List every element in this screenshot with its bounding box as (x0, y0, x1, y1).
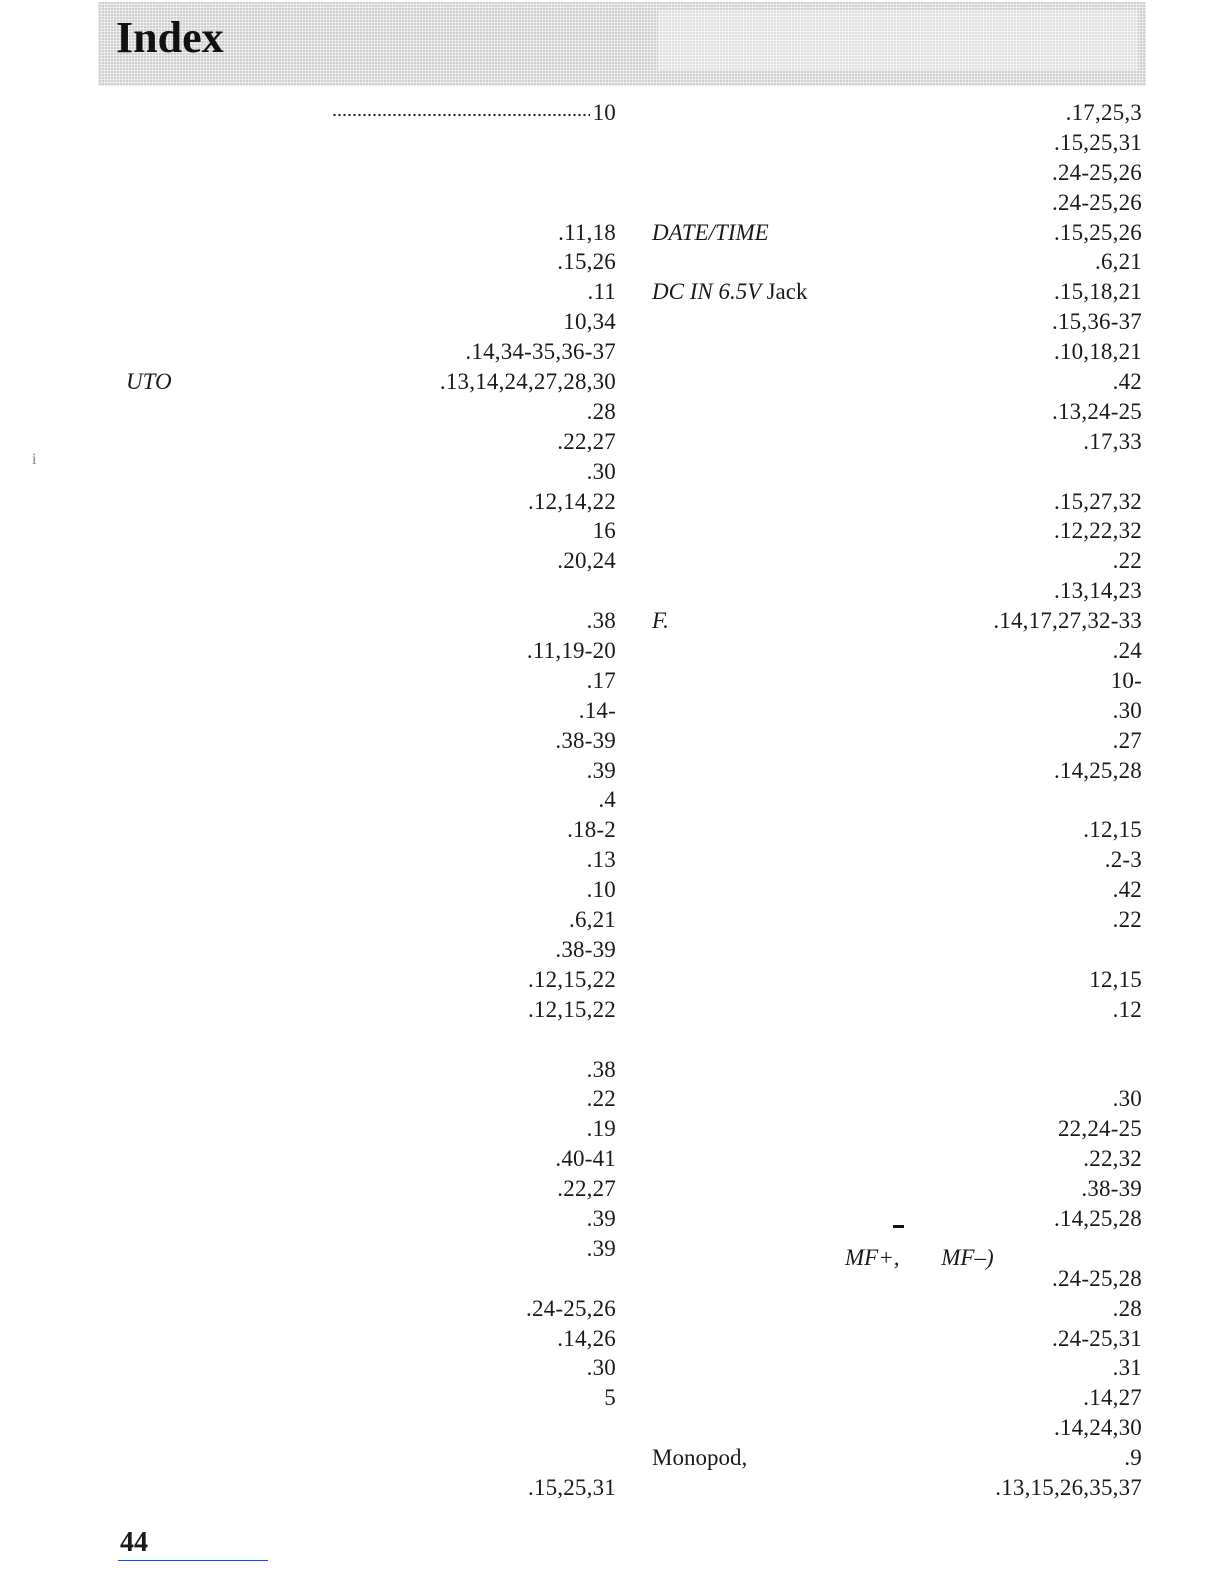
index-entry (606, 1025, 1146, 1055)
index-entry (606, 815, 1146, 845)
index-entry-pages: .15,25,26 (1053, 219, 1142, 245)
index-entry (80, 337, 620, 367)
index-entry-pages: .31 (1112, 1355, 1142, 1381)
page-number: 44 (120, 1527, 148, 1558)
index-entry-label: DATE/TIME (652, 219, 769, 245)
index-entry-pages: .14,34-35,36-37 (465, 339, 616, 365)
index-entry (80, 1234, 620, 1264)
index-entry-pages: .42 (1112, 877, 1142, 903)
dash-mark (893, 1225, 904, 1228)
index-entry-label: Monopod, (652, 1445, 748, 1471)
index-entry-pages: .15,27,32 (1053, 488, 1142, 514)
index-entry (80, 576, 620, 606)
index-entry-pages: .14,17,27,32-33 (993, 608, 1142, 634)
index-entry (80, 726, 620, 756)
index-entry (606, 367, 1146, 397)
index-entry-pages: 5 (604, 1385, 616, 1411)
index-entry (80, 1353, 620, 1383)
index-column-right (606, 98, 1146, 1503)
index-entry-pages: .6,21 (1095, 249, 1142, 275)
index-entry-pages: .11 (587, 279, 616, 305)
index-entry (80, 636, 620, 666)
index-entry-pages: .14,25,28 (1053, 1205, 1142, 1231)
index-entry (80, 606, 620, 636)
index-entry (606, 1324, 1146, 1354)
index-entry-pages: .17,33 (1083, 428, 1142, 454)
index-entry (80, 487, 620, 517)
index-entry-pages: .22 (586, 1086, 616, 1112)
index-entry-pages: .17 (586, 667, 616, 693)
index-entry-pages: .12,14,22 (527, 488, 616, 514)
index-entry-pages: .13,14,24,27,28,30 (439, 369, 616, 395)
index-entry-pages: .42 (1112, 369, 1142, 395)
index-entry (80, 98, 620, 128)
index-entry-pages: 12,15 (1089, 966, 1142, 992)
index-entry-pages: .13,15,26,35,37 (995, 1474, 1142, 1500)
index-entry-pages: .9 (1124, 1445, 1142, 1471)
index-entry (80, 1114, 620, 1144)
index-entry-pages: .38-39 (555, 936, 616, 962)
index-entry-pages: .30 (586, 458, 616, 484)
index-entry (606, 158, 1146, 188)
index-entry-pages: .14,25,28 (1053, 757, 1142, 783)
inline-note: MF+, MF–) (845, 1245, 994, 1270)
index-entry (80, 397, 620, 427)
index-entry-pages: 10 (592, 100, 616, 125)
index-entry (80, 218, 620, 248)
index-entry-pages: .38 (586, 1056, 616, 1082)
index-entry (606, 98, 1146, 128)
index-entry (80, 1324, 620, 1354)
index-entry-pages: .10 (586, 877, 616, 903)
index-entry-pages: .30 (586, 1355, 616, 1381)
page-title: Index (116, 13, 224, 62)
index-entry (606, 845, 1146, 875)
index-entry-pages: .28 (1112, 1295, 1142, 1321)
index-entry (80, 875, 620, 905)
index-entry (606, 965, 1146, 995)
index-entry-pages: .30 (1112, 1086, 1142, 1112)
index-entry (606, 1443, 1146, 1473)
index-entry (606, 427, 1146, 457)
index-entry-pages: .39 (586, 1235, 616, 1261)
index-entry-pages: .20,24 (557, 548, 616, 574)
index-entry-pages: .22,27 (557, 1176, 616, 1202)
index-entry (606, 337, 1146, 367)
index-entry-pages: .12,15 (1083, 817, 1142, 843)
index-entry-pages: .22,32 (1083, 1146, 1142, 1172)
index-entry-pages: .12,22,32 (1053, 518, 1142, 544)
index-entry (606, 307, 1146, 337)
index-entry (606, 1204, 1146, 1234)
index-entry (606, 606, 1146, 636)
index-entry (80, 1174, 620, 1204)
index-entry-pages: .13 (586, 847, 616, 873)
index-entry (606, 696, 1146, 726)
index-entry-pages: .15,25,31 (527, 1474, 616, 1500)
index-entry (606, 935, 1146, 965)
index-entry (606, 247, 1146, 277)
index-entry-pages: .24-25,26 (1052, 159, 1142, 185)
index-entry (606, 1084, 1146, 1114)
index-entry-pages: .24 (1112, 638, 1142, 664)
index-entry (606, 188, 1146, 218)
index-entry (80, 1294, 620, 1324)
index-entry-pages: .15,18,21 (1053, 279, 1142, 305)
index-entry (606, 397, 1146, 427)
index-entry (606, 1383, 1146, 1413)
index-entry-pages: .38 (586, 608, 616, 634)
index-entry-pages: 22,24-25 (1057, 1116, 1142, 1142)
index-entry (606, 1055, 1146, 1085)
index-entry-pages: .40-41 (555, 1146, 616, 1172)
index-entry-pages: .30 (1112, 697, 1142, 723)
index-entry (80, 965, 620, 995)
index-entry (606, 1353, 1146, 1383)
index-entry-pages: .28 (586, 398, 616, 424)
index-entry-pages: .15,36-37 (1052, 309, 1142, 335)
index-entry (606, 277, 1146, 307)
index-entry (606, 756, 1146, 786)
dot-leader (332, 113, 590, 117)
index-entry-pages: .38-39 (1081, 1176, 1142, 1202)
index-entry-pages: .24-25,26 (526, 1295, 616, 1321)
index-entry-pages: .18-2 (567, 817, 616, 843)
index-entry (80, 367, 620, 397)
index-entry-pages: .13,24-25 (1052, 398, 1142, 424)
index-entry-label: F. (652, 608, 669, 634)
index-entry (80, 1473, 620, 1503)
index-entry (606, 1473, 1146, 1503)
index-entry (80, 1413, 620, 1443)
index-entry (80, 756, 620, 786)
index-entry (80, 277, 620, 307)
index-entry (80, 1204, 620, 1234)
index-entry (80, 516, 620, 546)
index-entry-pages: .39 (586, 757, 616, 783)
index-entry (80, 307, 620, 337)
index-entry (80, 785, 620, 815)
index-entry-pages: .39 (586, 1205, 616, 1231)
index-entry (80, 905, 620, 935)
index-entry (606, 576, 1146, 606)
index-entry (80, 128, 620, 158)
index-entry (606, 1174, 1146, 1204)
index-entry-pages: .14,24,30 (1053, 1415, 1142, 1441)
index-entry-pages: .19 (586, 1116, 616, 1142)
index-entry (80, 1144, 620, 1174)
index-entry-pages: .15,26 (557, 249, 616, 275)
index-entry-pages: .14- (578, 697, 616, 723)
index-entry-pages: .22 (1112, 907, 1142, 933)
index-entry (606, 666, 1146, 696)
index-entry (606, 636, 1146, 666)
index-entry-pages: .24-25,31 (1052, 1325, 1142, 1351)
index-entry-pages: .12 (1112, 996, 1142, 1022)
index-entry (606, 1413, 1146, 1443)
index-entry-pages: .13,14,23 (1053, 578, 1142, 604)
index-entry-pages: .22 (1112, 548, 1142, 574)
index-entry (80, 845, 620, 875)
index-entry-pages: 16 (592, 518, 616, 544)
index-column-left (80, 98, 620, 1503)
index-entry (606, 487, 1146, 517)
index-entry (80, 158, 620, 188)
index-entry-label: UTO (126, 369, 172, 395)
index-entry-pages: .12,15,22 (527, 996, 616, 1022)
index-entry (606, 995, 1146, 1025)
index-entry (606, 546, 1146, 576)
index-entry-pages: .6,21 (569, 907, 616, 933)
index-entry-pages: .38-39 (555, 727, 616, 753)
index-entry (606, 516, 1146, 546)
index-entry (606, 457, 1146, 487)
index-entry (80, 935, 620, 965)
index-entry-pages: .11,19-20 (526, 638, 616, 664)
index-entry (606, 875, 1146, 905)
margin-mark: i (32, 451, 37, 468)
index-entry-pages: .27 (1112, 727, 1142, 753)
index-entry (606, 218, 1146, 248)
index-entry (606, 1144, 1146, 1174)
index-entry (80, 188, 620, 218)
index-entry (80, 666, 620, 696)
page-number-rule (118, 1560, 268, 1561)
index-entry (80, 457, 620, 487)
index-entry (606, 1114, 1146, 1144)
index-entry-pages: .24-25,26 (1052, 189, 1142, 215)
index-entry-pages: .12,15,22 (527, 966, 616, 992)
index-entry-pages: .11,18 (558, 219, 616, 245)
index-entry (80, 1443, 620, 1473)
index-entry (80, 247, 620, 277)
index-entry (80, 1264, 620, 1294)
index-entry-pages: .15,25,31 (1053, 129, 1142, 155)
index-entry-pages: .14,26 (557, 1325, 616, 1351)
index-entry (80, 995, 620, 1025)
index-entry-pages: .22,27 (557, 428, 616, 454)
index-entry-label: DC IN 6.5V Jack (652, 279, 808, 305)
index-entry (80, 1025, 620, 1055)
index-entry (606, 1294, 1146, 1324)
index-entry-pages: .4 (598, 787, 616, 813)
index-entry-pages: .24-25,28 (1052, 1265, 1142, 1291)
index-entry (606, 726, 1146, 756)
index-header-band (98, 2, 1146, 86)
index-entry-pages: .2-3 (1104, 847, 1142, 873)
index-entry-pages: .14,27 (1083, 1385, 1142, 1411)
index-entry (606, 905, 1146, 935)
index-entry (606, 785, 1146, 815)
index-entry (80, 1055, 620, 1085)
index-entry (80, 815, 620, 845)
index-entry-pages: .10,18,21 (1053, 339, 1142, 365)
index-entry (606, 128, 1146, 158)
index-entry (80, 546, 620, 576)
header-ghost-area (658, 10, 1138, 70)
index-entry-pages: 10- (1110, 667, 1142, 693)
index-entry (80, 1084, 620, 1114)
index-entry-pages: .17,25,3 (1065, 100, 1142, 125)
index-entry (80, 1383, 620, 1413)
index-entry (80, 696, 620, 726)
index-entry-pages: 10,34 (563, 309, 616, 335)
index-entry (80, 427, 620, 457)
